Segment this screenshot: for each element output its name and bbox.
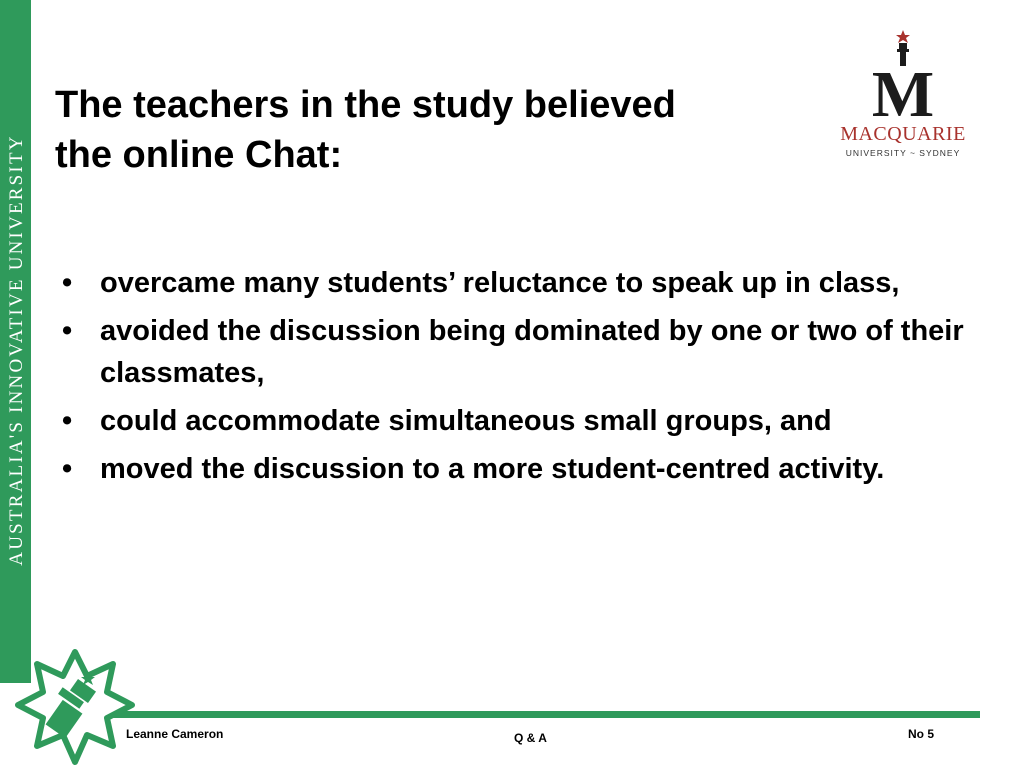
logo-subtitle: UNIVERSITY ~ SYDNEY [845, 148, 961, 158]
bullet-icon: • [62, 267, 73, 299]
bullet-icon: • [62, 453, 73, 485]
footer-center-label: Q & A [514, 731, 547, 745]
list-item [60, 262, 990, 304]
bullet-list [60, 262, 990, 496]
bullet-text: overcame many students’ reluctance to speak up in class, [100, 267, 900, 299]
footer-page-number: No 5 [908, 727, 935, 741]
macquarie-logo [833, 28, 973, 163]
star-lighthouse-icon [14, 648, 136, 766]
title-line-2: the online Chat: [55, 134, 343, 176]
footer-author: Leanne Cameron [126, 727, 224, 741]
list-item [60, 310, 990, 394]
title-line-1: The teachers in the study believed [55, 84, 676, 126]
bullet-text: could accommodate simultaneous small groups, and [100, 405, 832, 437]
sidebar-tagline: AUSTRALIA'S INNOVATIVE UNIVERSITY [6, 134, 27, 566]
bullet-icon: • [62, 315, 73, 347]
list-item [60, 448, 990, 490]
bullet-icon: • [62, 405, 73, 437]
logo-name: MACQUARIE [840, 123, 966, 145]
logo-letter: M [871, 58, 935, 131]
bullet-text: moved the discussion to a more student-centred activity. [100, 453, 885, 485]
list-item [60, 400, 990, 442]
footer-divider [110, 711, 980, 718]
bullet-text: avoided the discussion being dominated by one or two of their classmates, [100, 315, 964, 389]
slide-title [55, 80, 815, 180]
